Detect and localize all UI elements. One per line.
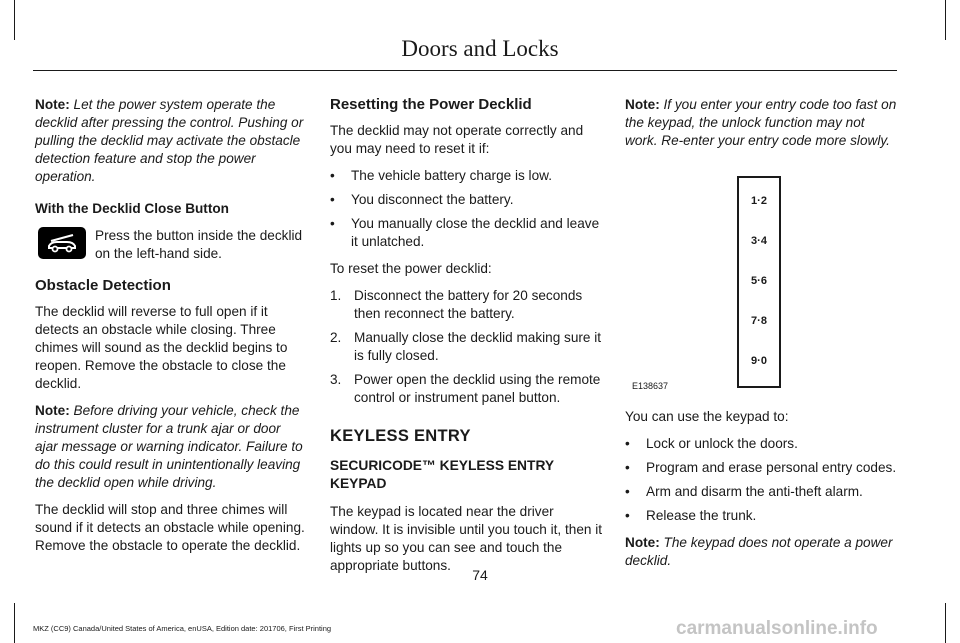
list-item: • You manually close the decklid and leave it unlatched. bbox=[330, 216, 600, 249]
reset-intro: The decklid may not operate correctly and you may need to reset it if: bbox=[330, 123, 584, 156]
decklid-close-icon bbox=[38, 227, 86, 259]
close-button-row bbox=[35, 227, 305, 263]
list-item: • Program and erase personal entry codes. bbox=[625, 460, 897, 475]
crop-mark bbox=[945, 0, 946, 40]
list-item: • You disconnect the battery. bbox=[330, 192, 514, 207]
keypad-key: 3·4 bbox=[751, 235, 767, 247]
reset-steps-list bbox=[330, 287, 602, 407]
keypad-key: 9·0 bbox=[751, 355, 767, 367]
header-rule bbox=[33, 70, 897, 71]
list-item: • Lock or unlock the doors. bbox=[625, 436, 798, 451]
close-button-heading: With the Decklid Close Button bbox=[35, 201, 229, 216]
watermark: carmanualsonline.info bbox=[676, 618, 878, 639]
keypad-text: The keypad is located near the driver window. It is invisible until you touch it, then it lights up so you can see and touch the appropriate buttons. bbox=[330, 504, 603, 573]
obstacle-heading: Obstacle Detection bbox=[35, 277, 171, 294]
column-3-lower bbox=[625, 408, 897, 579]
obstacle-text: The decklid will reverse to full open if it detects an obstacle while closing. Three chimes will sound as the decklid begins to reopen. Remove the obstacle to close the decklid. bbox=[35, 304, 288, 391]
close-button-text: Press the button inside the decklid on the left-hand side. bbox=[95, 228, 303, 261]
note-1: Note: Let the power system operate the decklid after pressing the control. Pushing or pulling the decklid may activate the obstacle detection feature and stop the power operation. bbox=[35, 97, 304, 184]
reset-conditions-list bbox=[330, 167, 602, 251]
page-title: Doors and Locks bbox=[401, 36, 559, 61]
crop-mark bbox=[14, 0, 15, 40]
keypad-illustration bbox=[737, 176, 781, 388]
reset-steps-intro: To reset the power decklid: bbox=[330, 261, 492, 276]
keyless-heading: KEYLESS ENTRY bbox=[330, 427, 471, 445]
uses-intro: You can use the keypad to: bbox=[625, 409, 789, 424]
keypad-key: 5·6 bbox=[751, 275, 767, 287]
list-item: • Arm and disarm the anti-theft alarm. bbox=[625, 484, 863, 499]
securicode-heading: SECURICODE™ KEYLESS ENTRY KEYPAD bbox=[330, 458, 554, 491]
reset-heading: Resetting the Power Decklid bbox=[330, 96, 532, 113]
stop-text: The decklid will stop and three chimes will sound if it detects an obstacle while opening. Remove the obstacle to operate the decklid. bbox=[35, 502, 305, 553]
list-item: • Release the trunk. bbox=[625, 508, 757, 523]
keypad-key: 7·8 bbox=[751, 315, 767, 327]
note-4: Note: The keypad does not operate a power decklid. bbox=[625, 535, 893, 568]
list-item: 1. Disconnect the battery for 20 seconds then reconnect the battery. bbox=[330, 288, 583, 321]
keypad-uses-list bbox=[625, 435, 897, 525]
note-2: Note: Before driving your vehicle, check the instrument cluster for a trunk ajar or door ajar message or warning indicator. Failure to do this could result in unintentionally leaving the decklid open while driving. bbox=[35, 403, 303, 490]
note-3: Note: If you enter your entry code too fast on the keypad, the unlock function may not work. Re-enter your entry code more slowly. bbox=[625, 97, 897, 148]
column-1 bbox=[35, 96, 305, 564]
list-item: • The vehicle battery charge is low. bbox=[330, 168, 552, 183]
column-3 bbox=[625, 96, 897, 159]
list-item: 2. Manually close the decklid making sure it is fully closed. bbox=[330, 330, 602, 363]
crop-mark bbox=[945, 603, 946, 643]
list-item: 3. Power open the decklid using the remote control or instrument panel button. bbox=[330, 372, 601, 405]
crop-mark bbox=[14, 603, 15, 643]
footer-text: MKZ (CC9) Canada/United States of America, enUSA, Edition date: 201706, First Printing bbox=[33, 624, 332, 633]
column-2 bbox=[330, 96, 602, 584]
keypad-key: 1·2 bbox=[751, 195, 767, 207]
page-number: 74 bbox=[472, 567, 488, 583]
figure-id: E138637 bbox=[632, 381, 669, 391]
